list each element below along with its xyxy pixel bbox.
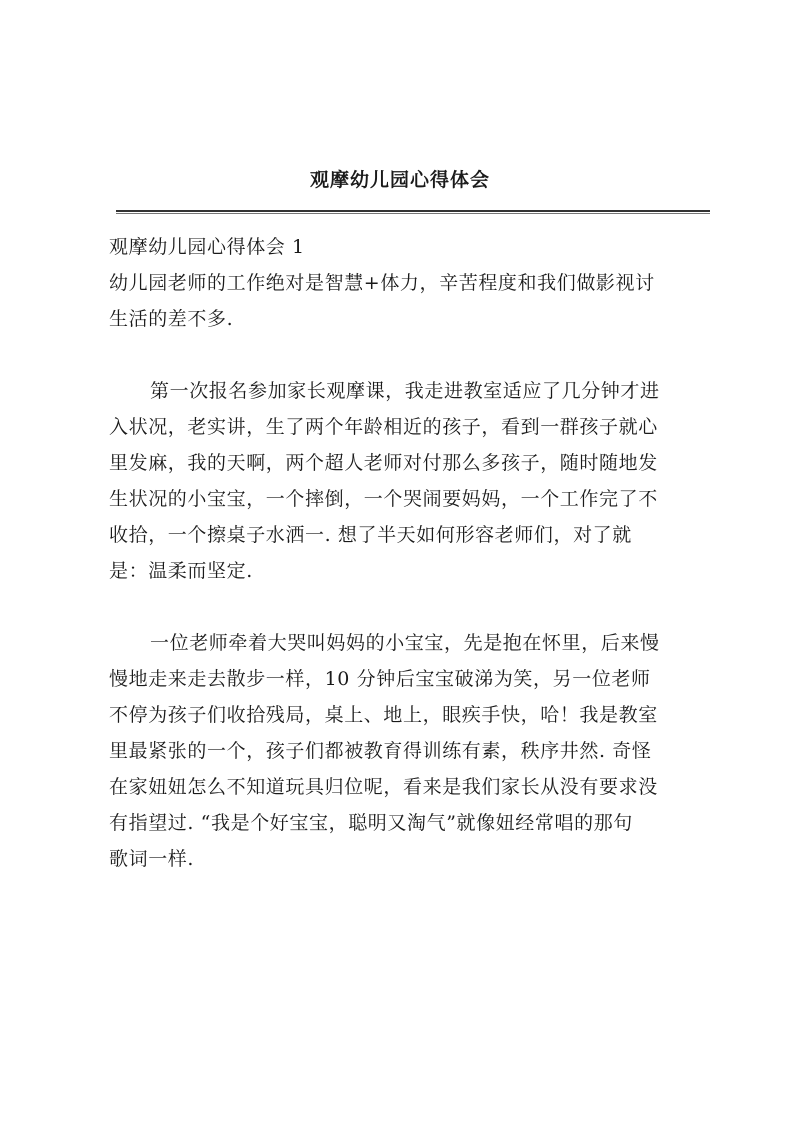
paragraph-line: 慢地走来走去散步一样，10 分钟后宝宝破涕为笑，另一位老师 <box>109 668 651 690</box>
paragraph-line: 是：温柔而坚定. <box>109 560 253 582</box>
document-body <box>109 229 719 877</box>
paragraph-spacer <box>109 589 719 625</box>
paragraph-line: 生活的差不多. <box>109 308 234 330</box>
document-title: 观摩幼儿园心得体会 <box>309 169 490 191</box>
paragraph-line: 歌词一样. <box>109 848 195 870</box>
paragraph-line: 第一次报名参加家长观摩课，我走进教室适应了几分钟才进 <box>150 380 660 402</box>
paragraph-line: 一位老师牵着大哭叫妈妈的小宝宝，先是抱在怀里，后来慢 <box>150 632 660 654</box>
paragraph-line: 里发麻，我的天啊，两个超人老师对付那么多孩子，随时随地发 <box>109 452 658 474</box>
paragraph-line: 入状况，老实讲，生了两个年龄相近的孩子，看到一群孩子就心 <box>109 416 658 438</box>
paragraph-line: 幼儿园老师的工作绝对是智慧+体力，辛苦程度和我们做影视讨 <box>109 272 655 294</box>
paragraph-line: 有指望过. “我是个好宝宝，聪明又淘气”就像妞经常唱的那句 <box>109 812 633 834</box>
paragraph-line: 生状况的小宝宝，一个摔倒，一个哭闹要妈妈，一个工作完了不 <box>109 488 658 510</box>
paragraph-3 <box>109 625 719 877</box>
paragraph-2 <box>109 373 719 589</box>
paragraph-line: 收拾，一个擦桌子水洒一. 想了半天如何形容老师们，对了就 <box>109 524 632 546</box>
paragraph-spacer <box>109 337 719 373</box>
title-divider <box>116 210 710 214</box>
paragraph-line: 在家妞妞怎么不知道玩具归位呢，看来是我们家长从没有要求没 <box>109 776 658 798</box>
paragraph-line: 里最紧张的一个，孩子们都被教育得训练有素，秩序井然. 奇怪 <box>109 740 652 762</box>
section-heading: 观摩幼儿园心得体会 1 <box>109 236 305 258</box>
paragraph-1 <box>109 265 719 337</box>
paragraph-line: 不停为孩子们收拾残局，桌上、地上，眼疾手快，哈！我是教室 <box>109 704 658 726</box>
